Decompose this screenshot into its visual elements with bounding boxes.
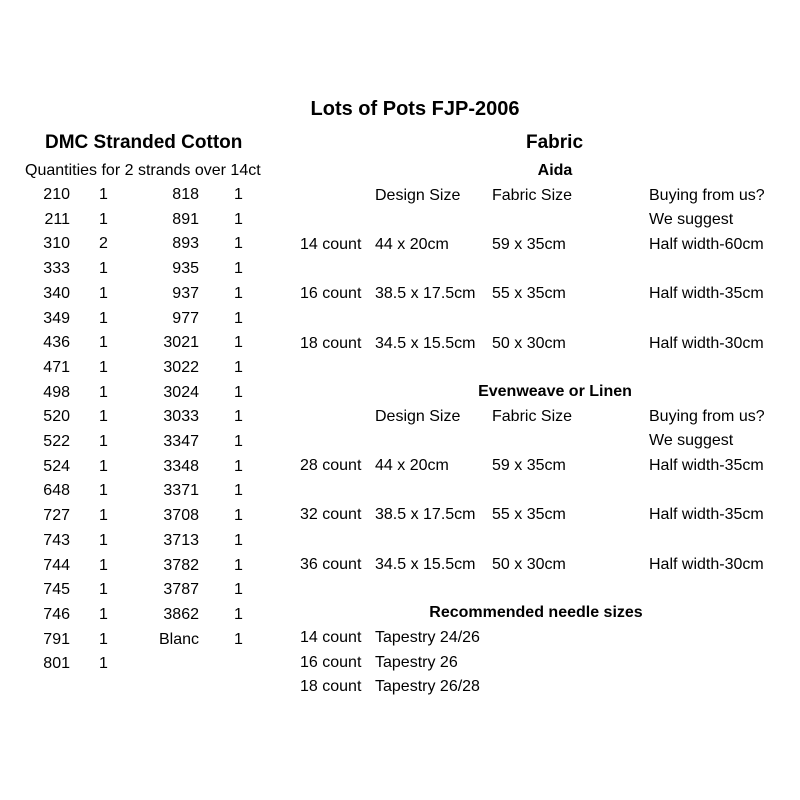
thread-qty: 1 <box>234 383 243 401</box>
thread-qty: 1 <box>234 284 243 302</box>
thread-code: 818 <box>172 186 199 203</box>
thread-code: 3708 <box>163 507 199 525</box>
page-title: Lots of Pots FJP-2006 <box>310 98 520 120</box>
thread-code: 935 <box>172 260 199 278</box>
suggested-width: Half width-60cm <box>649 236 764 253</box>
fabric-size: 55 x 35cm <box>492 506 566 524</box>
fabric-count: 32 count <box>300 506 362 524</box>
fabric-size-header: Fabric Size <box>492 407 573 425</box>
thread-code: 333 <box>43 260 70 278</box>
fabric-count: 14 count <box>300 236 362 253</box>
thread-code: 524 <box>43 457 70 475</box>
thread-qty: 1 <box>99 457 108 475</box>
thread-qty: 1 <box>99 482 108 500</box>
fabric-count: 36 count <box>300 555 362 573</box>
fabric-count: 16 count <box>300 285 362 303</box>
thread-qty: 1 <box>99 284 108 302</box>
thread-code: 520 <box>43 408 70 426</box>
thread-code: 3347 <box>163 433 199 450</box>
needle-count: 14 count <box>300 629 362 646</box>
thread-code: 3862 <box>163 605 199 623</box>
buying-header: Buying from us? <box>649 407 765 425</box>
fabric-size: 59 x 35cm <box>492 457 566 474</box>
thread-code: 3713 <box>163 531 199 549</box>
thread-code: 745 <box>43 581 70 599</box>
fabric-size: 50 x 30cm <box>492 334 566 352</box>
thread-qty: 2 <box>99 235 108 253</box>
design-size: 34.5 x 15.5cm <box>375 555 476 573</box>
thread-code: 211 <box>44 210 70 228</box>
thread-qty: 1 <box>99 507 108 525</box>
needle-count: 16 count <box>300 653 362 671</box>
thread-code: 471 <box>43 358 70 376</box>
thread-qty: 1 <box>234 581 243 599</box>
thread-qty: 1 <box>234 457 243 475</box>
suggested-width: Half width-35cm <box>649 285 764 303</box>
thread-qty: 1 <box>99 358 108 376</box>
thread-code: 3022 <box>163 358 199 376</box>
design-size: 38.5 x 17.5cm <box>375 506 476 524</box>
thread-qty: 1 <box>234 309 243 327</box>
suggested-width: Half width-30cm <box>649 555 764 573</box>
thread-code: 498 <box>43 383 70 401</box>
design-size: 38.5 x 17.5cm <box>375 285 476 303</box>
needle-size: Tapestry 26/28 <box>375 678 480 696</box>
thread-qty: 1 <box>234 235 243 253</box>
thread-code: 310 <box>43 235 70 253</box>
thread-qty: 1 <box>234 186 243 203</box>
thread-code: 3348 <box>163 457 199 475</box>
suggest-header: We suggest <box>649 211 734 229</box>
thread-qty: 1 <box>99 186 108 203</box>
thread-code: 3033 <box>163 408 199 426</box>
fabric-section-title: Aida <box>537 162 573 179</box>
thread-qty: 1 <box>234 605 243 623</box>
thread-qty: 1 <box>234 408 243 426</box>
suggested-width: Half width-35cm <box>649 506 764 524</box>
fabric-size: 50 x 30cm <box>492 555 566 573</box>
suggested-width: Half width-30cm <box>649 334 764 352</box>
thread-qty: 1 <box>234 334 243 352</box>
fabric-heading: Fabric <box>526 132 584 153</box>
thread-code: 891 <box>172 210 199 228</box>
fabric-size: 59 x 35cm <box>492 236 566 253</box>
design-size-header: Design Size <box>375 407 461 425</box>
thread-qty: 1 <box>99 260 108 278</box>
needle-title: Recommended needle sizes <box>429 604 643 621</box>
thread-code: 522 <box>43 433 70 450</box>
thread-qty: 1 <box>99 433 108 450</box>
thread-qty: 1 <box>99 556 108 574</box>
thread-code: 210 <box>43 186 70 203</box>
thread-qty: 1 <box>99 630 108 648</box>
thread-code: Blanc <box>158 630 199 648</box>
design-size: 44 x 20cm <box>375 457 449 474</box>
thread-subheading: Quantities for 2 strands over 14ct <box>25 162 261 179</box>
thread-qty: 1 <box>234 433 243 450</box>
thread-qty: 1 <box>99 581 108 599</box>
thread-code: 746 <box>43 605 70 623</box>
design-size: 34.5 x 15.5cm <box>375 334 476 352</box>
needle-count: 18 count <box>300 678 362 696</box>
needle-size: Tapestry 26 <box>375 653 458 671</box>
thread-heading: DMC Stranded Cotton <box>45 132 243 153</box>
thread-qty: 1 <box>234 260 243 278</box>
design-size-header: Design Size <box>375 186 461 204</box>
thread-qty: 1 <box>234 556 243 574</box>
thread-qty: 1 <box>99 531 108 549</box>
thread-code: 3021 <box>163 334 199 352</box>
thread-qty: 1 <box>234 630 243 648</box>
thread-qty: 1 <box>99 605 108 623</box>
thread-qty: 1 <box>99 383 108 401</box>
thread-qty: 1 <box>99 334 108 352</box>
thread-code: 727 <box>43 507 70 525</box>
fabric-size-header: Fabric Size <box>492 186 573 204</box>
thread-qty: 1 <box>234 358 243 376</box>
thread-code: 977 <box>172 309 199 327</box>
fabric-count: 18 count <box>300 334 362 352</box>
thread-qty: 1 <box>234 210 243 228</box>
thread-code: 893 <box>172 235 199 253</box>
thread-code: 791 <box>43 630 70 648</box>
fabric-size: 55 x 35cm <box>492 285 566 303</box>
thread-code: 3024 <box>163 383 199 401</box>
thread-code: 3371 <box>163 482 199 500</box>
suggest-header: We suggest <box>649 432 734 450</box>
fabric-section-title: Evenweave or Linen <box>478 383 632 400</box>
thread-code: 648 <box>43 482 70 500</box>
suggested-width: Half width-35cm <box>649 457 764 474</box>
thread-code: 744 <box>43 556 70 574</box>
thread-code: 3787 <box>163 581 199 599</box>
thread-code: 937 <box>172 284 199 302</box>
thread-qty: 1 <box>234 531 243 549</box>
thread-code: 743 <box>43 531 70 549</box>
thread-qty: 1 <box>99 309 108 327</box>
fabric-count: 28 count <box>300 457 362 474</box>
needle-size: Tapestry 24/26 <box>375 629 480 646</box>
thread-qty: 1 <box>234 482 243 500</box>
thread-code: 3782 <box>163 556 199 574</box>
thread-qty: 1 <box>234 507 243 525</box>
thread-qty: 1 <box>99 408 108 426</box>
thread-code: 340 <box>43 284 70 302</box>
thread-qty: 1 <box>99 210 108 228</box>
thread-code: 436 <box>43 334 70 352</box>
thread-code: 801 <box>43 655 70 673</box>
design-size: 44 x 20cm <box>375 236 449 253</box>
thread-qty: 1 <box>99 655 108 673</box>
thread-code: 349 <box>43 309 70 327</box>
buying-header: Buying from us? <box>649 186 765 204</box>
